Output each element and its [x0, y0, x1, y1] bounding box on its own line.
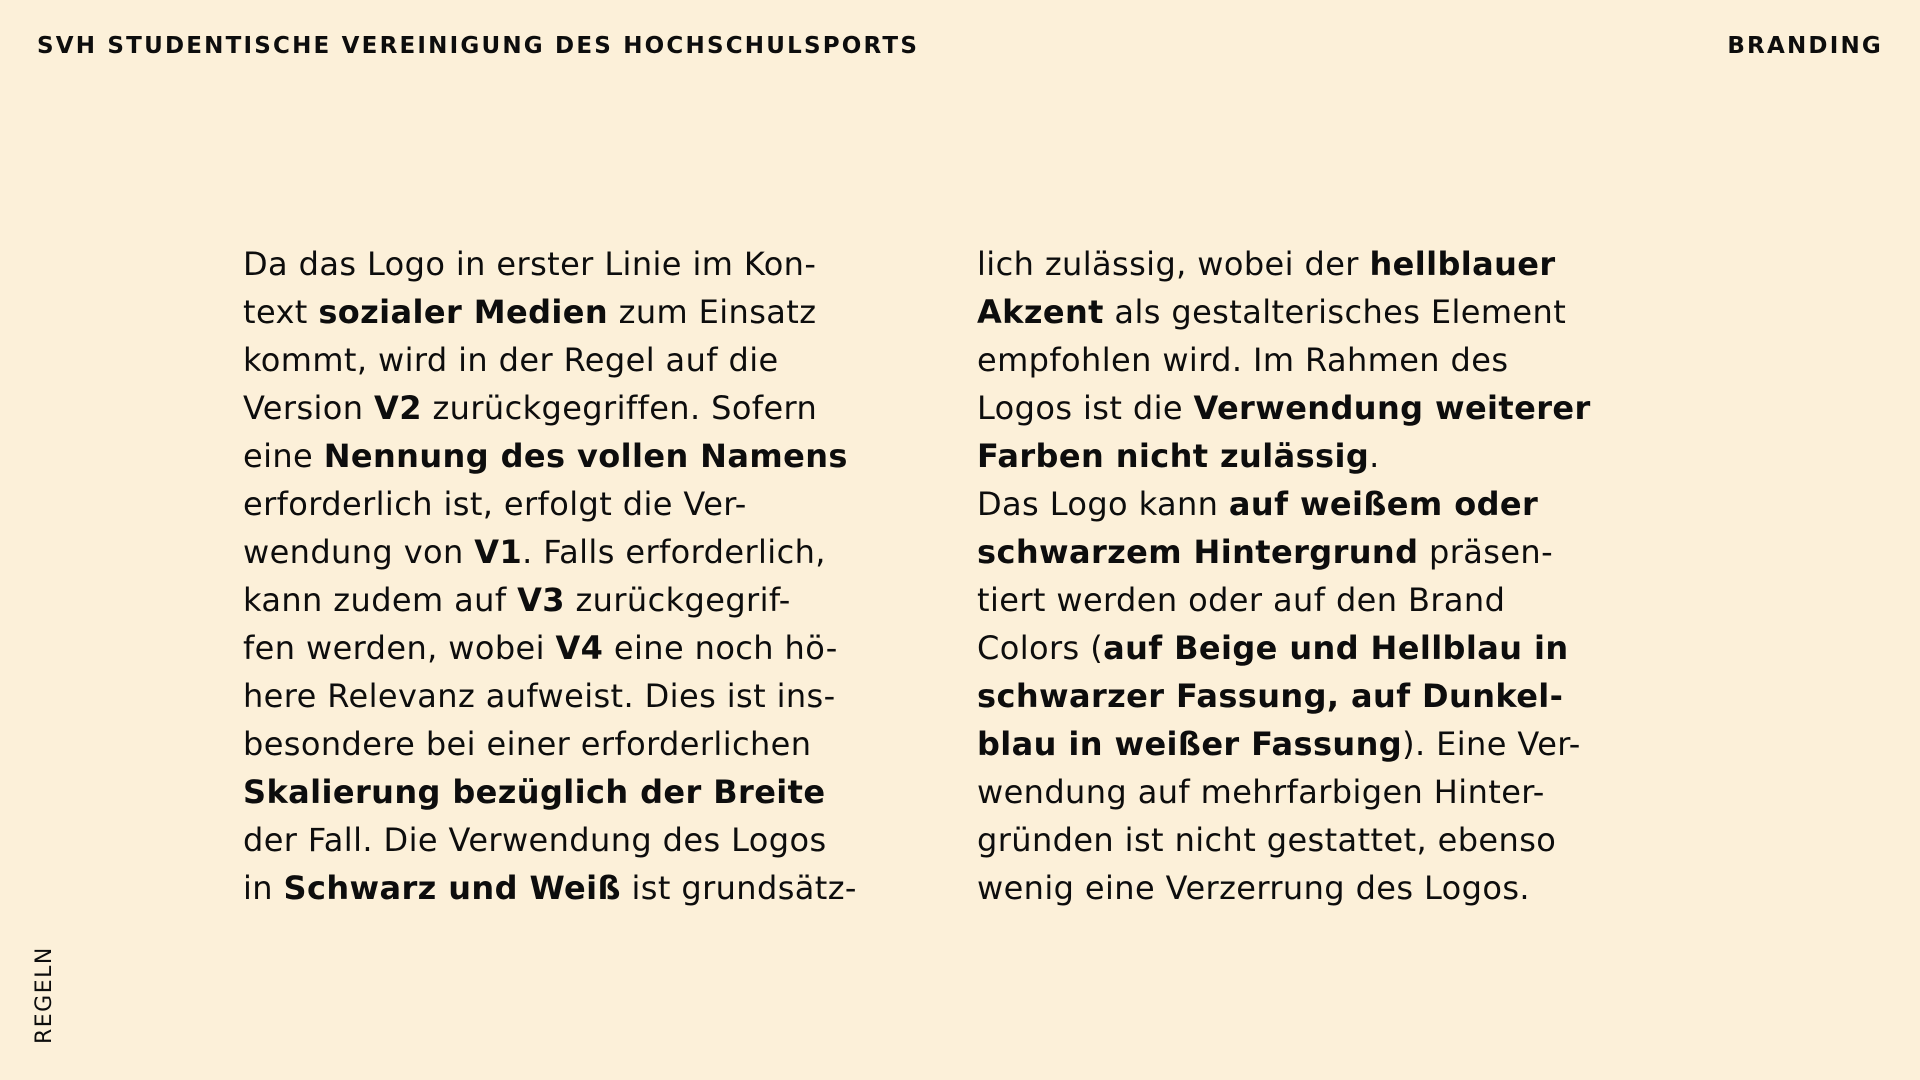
body-text-column-left [243, 240, 963, 912]
body-text: ). Eine Ver- [1402, 725, 1581, 763]
body-text: wenig eine Verzerrung des Logos. [977, 869, 1530, 907]
text-line [243, 576, 963, 624]
side-section-label: REGELN [32, 946, 57, 1044]
emphasis-text: Akzent [977, 293, 1104, 331]
body-text: in [243, 869, 284, 907]
text-line [243, 768, 963, 816]
text-line [977, 720, 1697, 768]
body-text: Version [243, 389, 375, 427]
body-text: wendung von [243, 533, 475, 571]
text-line [243, 528, 963, 576]
body-text: Logos ist die [977, 389, 1194, 427]
body-text: kann zudem auf [243, 581, 518, 619]
emphasis-text: Schwarz und Weiß [283, 869, 621, 907]
text-line [243, 384, 963, 432]
body-text: . Falls erforderlich, [522, 533, 826, 571]
text-line [977, 528, 1697, 576]
text-line [243, 240, 963, 288]
body-text: here Relevanz aufweist. Dies ist ins- [243, 677, 836, 715]
emphasis-text: schwarzem Hintergrund [977, 533, 1419, 571]
text-line [977, 624, 1697, 672]
body-text: als gestalterisches Element [1103, 293, 1567, 331]
body-text: kommt, wird in der Regel auf die [243, 341, 779, 379]
emphasis-text: Farben nicht zulässig [977, 437, 1370, 475]
body-text: zurückgegriffen. Sofern [421, 389, 818, 427]
body-text: Das Logo kann [977, 485, 1229, 523]
text-line [243, 288, 963, 336]
text-line [977, 768, 1697, 816]
body-text: Colors ( [977, 629, 1104, 667]
header-section-label: BRANDING [1727, 33, 1883, 59]
text-line [977, 672, 1697, 720]
text-line [977, 288, 1697, 336]
text-line [977, 432, 1697, 480]
emphasis-text: V1 [474, 533, 523, 571]
body-text: zurückgegrif- [564, 581, 791, 619]
body-text: lich zulässig, wobei der [977, 245, 1370, 283]
text-line [243, 816, 963, 864]
body-text: Da das Logo in erster Linie im Kon- [243, 245, 817, 283]
text-line [977, 816, 1697, 864]
text-line [977, 384, 1697, 432]
emphasis-text: auf weißem oder [1228, 485, 1539, 523]
emphasis-text: V4 [555, 629, 604, 667]
body-text-column-right [977, 240, 1697, 912]
text-line [977, 240, 1697, 288]
text-line [977, 576, 1697, 624]
emphasis-text: Verwendung weiterer [1193, 389, 1591, 427]
emphasis-text: auf Beige und Hellblau in [1103, 629, 1569, 667]
text-line [243, 720, 963, 768]
emphasis-text: blau in weißer Fassung [977, 725, 1403, 763]
body-text: gründen ist nicht gestattet, ebenso [977, 821, 1557, 859]
text-line [243, 864, 963, 912]
text-line [977, 864, 1697, 912]
body-text: ist grundsätz- [620, 869, 857, 907]
body-text: zum Einsatz [608, 293, 817, 331]
text-line [977, 336, 1697, 384]
body-text: wendung auf mehrfarbigen Hinter- [977, 773, 1545, 811]
body-text: besondere bei einer erforderlichen [243, 725, 812, 763]
emphasis-text: V3 [517, 581, 565, 619]
text-line [243, 480, 963, 528]
body-text: empfohlen wird. Im Rahmen des [977, 341, 1509, 379]
body-text: text [243, 293, 319, 331]
emphasis-text: Nennung des vollen Namens [323, 437, 848, 475]
emphasis-text: hellblauer [1369, 245, 1556, 283]
text-line [977, 480, 1697, 528]
body-text: . [1369, 437, 1380, 475]
body-text: tiert werden oder auf den Brand [977, 581, 1506, 619]
emphasis-text: sozialer Medien [318, 293, 609, 331]
text-line [243, 624, 963, 672]
body-text: fen werden, wobei [243, 629, 556, 667]
body-text: präsen- [1418, 533, 1554, 571]
text-line [243, 672, 963, 720]
emphasis-text: schwarzer Fassung, auf Dunkel- [977, 677, 1564, 715]
text-line [243, 432, 963, 480]
text-line [243, 336, 963, 384]
emphasis-text: V2 [374, 389, 422, 427]
body-text: erforderlich ist, erfolgt die Ver- [243, 485, 747, 523]
emphasis-text: Skalierung bezüglich der Breite [243, 773, 826, 811]
header-title: SVH STUDENTISCHE VEREINIGUNG DES HOCHSCHULSPORTS [37, 33, 920, 59]
body-text: der Fall. Die Verwendung des Logos [243, 821, 827, 859]
body-text: eine [243, 437, 324, 475]
body-text: eine noch hö- [603, 629, 838, 667]
